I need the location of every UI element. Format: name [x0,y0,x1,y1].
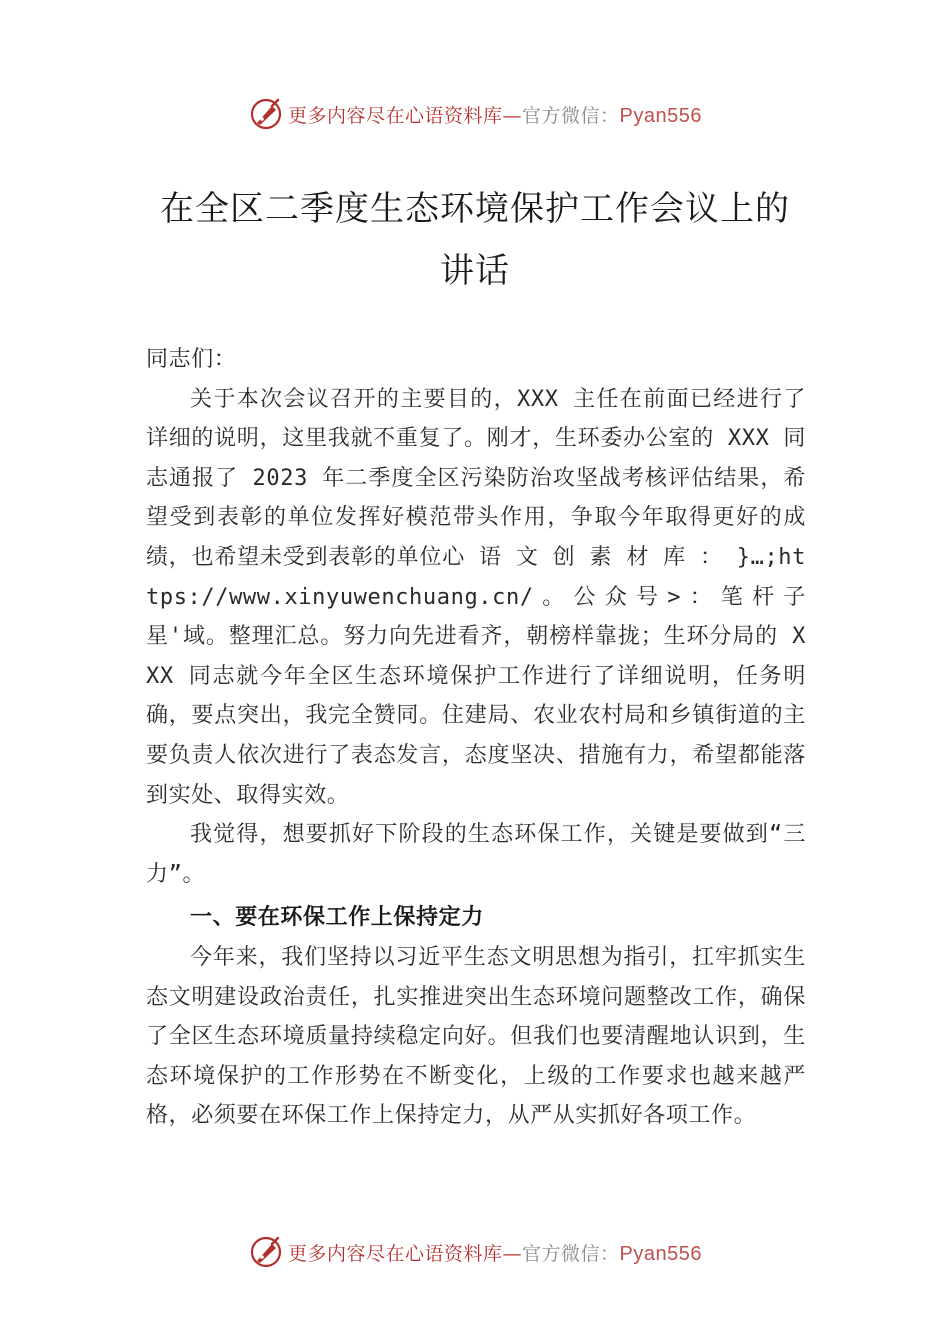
title-line-1: 在全区二季度生态环境保护工作会议上的 [160,189,790,229]
pen-nib-circle-icon [248,96,284,132]
banner-main-text: 更多内容尽在心语资料库 [288,1242,503,1265]
paragraph-3: 今年来，我们坚持以习近平生态文明思想为指引，扛牢抓实生态文明建设政治责任，扎实推进突出生态环境问题整改工作，确保了全区生态环境质量持续稳定向好。但我们也要清醒地认识到，生态环境保护的工作形势在不断变化，上级的工作要求也越来越严格，必须要在环保工作上保持定力，从严从实抓好各项工作。 [146,944,806,1129]
paragraph-1: 关于本次会议召开的主要目的，XXX 主任在前面已经进行了详细的说明，这里我就不重复了。刚才，生环委办公室的 XXX 同志通报了 2023 年二季度全区污染防治攻坚战考核评估结果，希望受到表彰的单位发挥好模范带头作用，争取今年取得更好的成绩，也希望未受到表彰的单位心 语 文 创 素 材 库 ： }…;https://www.xinyuwenchuang.cn/。公众号>：笔杆子星'域。整理汇总。努力向先进看齐，朝榜样靠拢；生环分局的 XXX 同志就今年全区生态环境保护工作进行了详细说明，任务明确，要点突出，我完全赞同。住建局、农业农村局和乡镇街道的主要负责人依次进行了表态发言，态度坚决、措施有力，希望都能落到实处、取得实效。 [146,386,806,808]
header-banner [0,94,950,134]
banner-dash: — [502,1242,523,1265]
banner-wechat-label: 官方微信： [522,104,620,127]
banner-wechat-id: Pyan556 [619,104,702,127]
banner-main-text: 更多内容尽在心语资料库 [288,104,503,127]
banner-dash: — [502,104,523,127]
paragraph-2: 我觉得，想要抓好下阶段的生态环保工作，关键是要做到“三力”。 [146,822,806,887]
document-title [60,178,890,302]
document-body [146,340,806,1136]
header-banner-text [288,101,702,128]
footer-banner [0,1232,950,1272]
pen-nib-circle-icon [248,1234,284,1270]
banner-wechat-id: Pyan556 [619,1242,702,1265]
banner-wechat-label: 官方微信： [522,1242,620,1265]
salutation: 同志们： [146,347,237,372]
section-heading-1: 一、要在环保工作上保持定力 [190,905,484,931]
footer-banner-text [288,1239,702,1266]
title-line-2: 讲话 [440,251,510,291]
